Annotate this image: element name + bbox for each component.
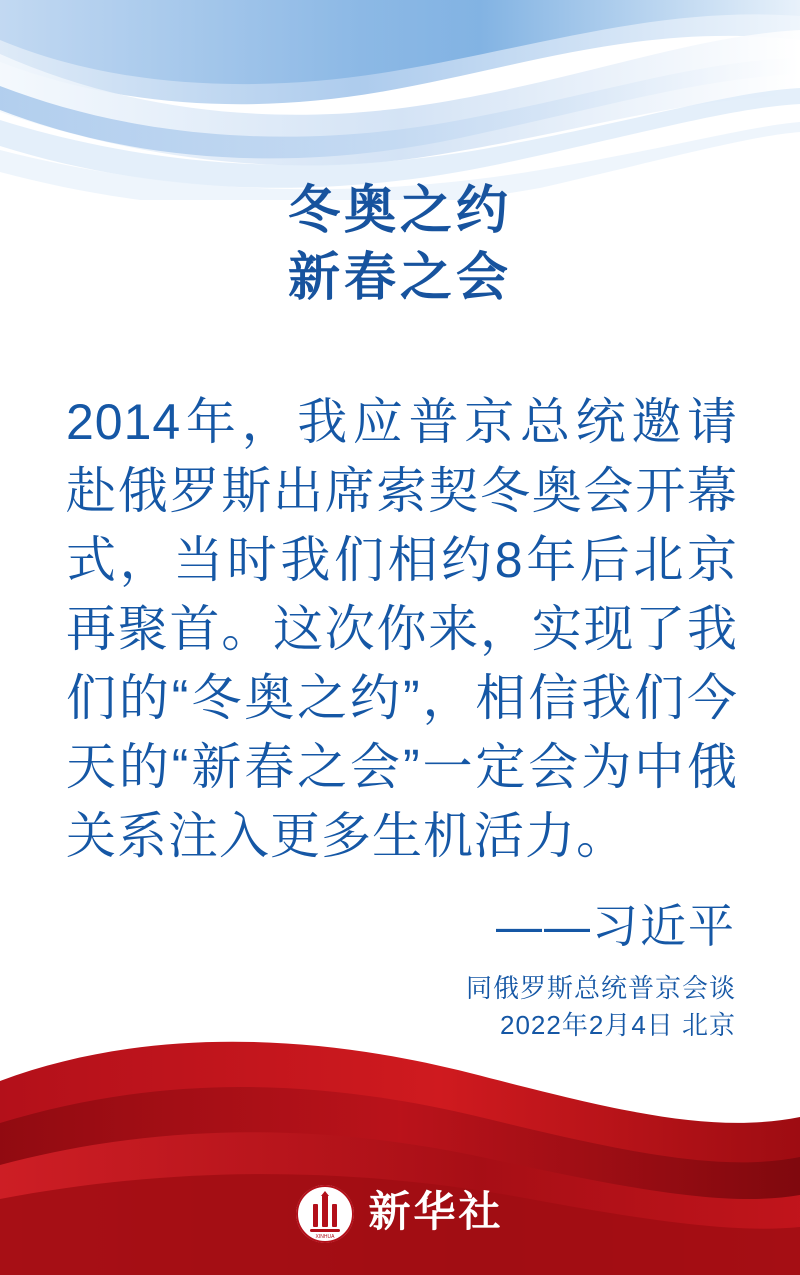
poster-headline xyxy=(0,178,800,311)
top-ribbon-decoration xyxy=(0,0,800,200)
quote-date-place: 2022年2月4日 北京 xyxy=(500,1010,736,1041)
quote-text: 2014年，我应普京总统邀请赴俄罗斯出席索契冬奥会开幕式，当时我们相约8年后北京再聚首。这次你来，实现了我们的“冬奥之约”，相信我们今天的“新春之会”一定会为中俄关系注入更多生机活力。 xyxy=(66,394,738,864)
xinhua-logo-text: 新华社 xyxy=(368,1188,504,1235)
headline-line-2: 新春之会 xyxy=(287,248,512,307)
svg-text:XINHUA: XINHUA xyxy=(316,1234,335,1240)
quote-author: ——习近平 xyxy=(496,900,736,952)
xinhua-logo-icon xyxy=(296,1185,354,1243)
xinhua-logo xyxy=(0,1185,800,1243)
quote-occasion: 同俄罗斯总统普京会谈 xyxy=(465,972,736,1003)
headline-line-1: 冬奥之约 xyxy=(287,182,512,240)
